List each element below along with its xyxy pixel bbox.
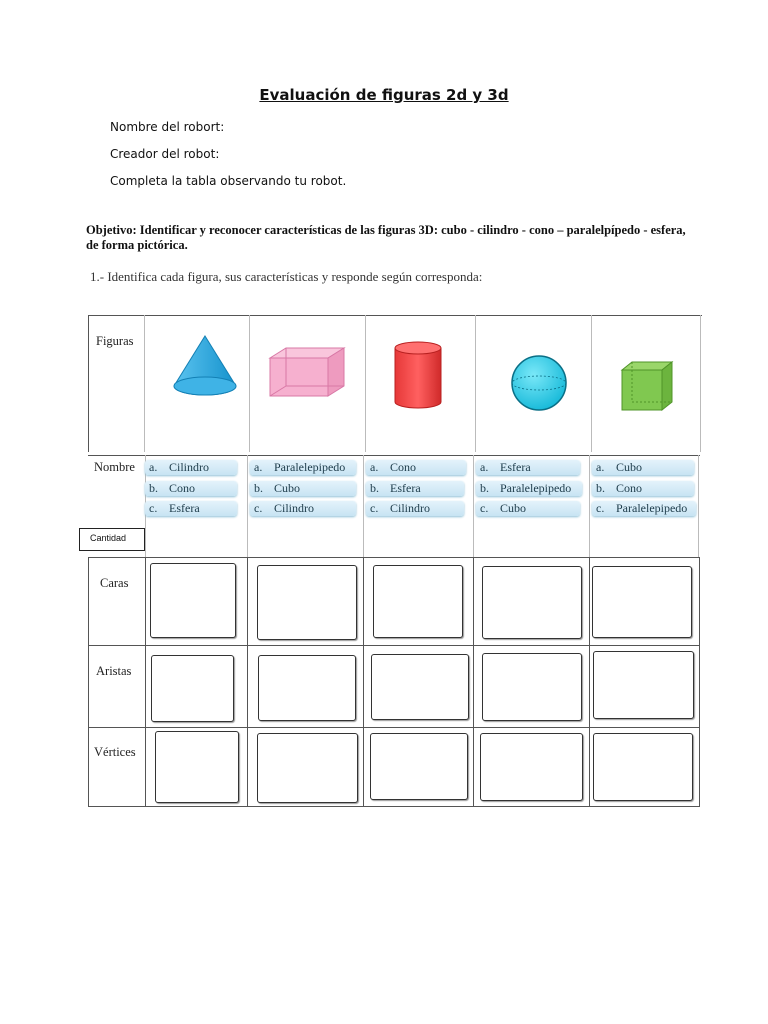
table-bottom-border [88, 806, 700, 807]
option-col4-c[interactable]: c. Cubo [476, 501, 580, 516]
objective-text: Objetivo: Identificar y reconocer características de las figuras 3D: cubo - cilindro - cono – paralelpípedo - esfera, de forma pictórica. [86, 223, 686, 252]
option-col4-a[interactable]: a. Esfera [476, 460, 580, 475]
option-col5-c[interactable]: c. Paralelepipedo [592, 501, 696, 516]
vertices-row-label: Vértices [94, 745, 136, 759]
vertices-answer-box-3[interactable] [370, 733, 468, 800]
col-divider [363, 455, 364, 557]
cylinder-icon [392, 340, 444, 412]
col-divider [473, 455, 474, 557]
faces-row-label: Caras [100, 576, 129, 590]
table-left-border-top [88, 315, 89, 452]
col-divider [365, 315, 366, 452]
col-divider [247, 557, 248, 806]
option-col3-b[interactable]: b. Esfera [366, 481, 464, 496]
table-top-border [88, 315, 702, 316]
option-col1-a[interactable]: a. Cilindro [145, 460, 237, 475]
cube-icon [620, 360, 676, 412]
vertices-answer-box-5[interactable] [593, 733, 693, 801]
faces-answer-box-5[interactable] [592, 566, 692, 638]
option-col5-b[interactable]: b. Cono [592, 481, 694, 496]
option-col1-c[interactable]: c. Esfera [145, 501, 237, 516]
page-title: Evaluación de figuras 2d y 3d [259, 86, 509, 104]
creator-label: Creador del robot: [110, 147, 220, 161]
edges-row-label: Aristas [96, 664, 132, 678]
prism-icon [268, 346, 348, 402]
row-divider [88, 727, 700, 728]
col-divider [473, 557, 474, 806]
col-divider [144, 315, 145, 452]
option-col3-c[interactable]: c. Cilindro [366, 501, 464, 516]
vertices-answer-box-1[interactable] [155, 731, 239, 803]
question-text: 1.- Identifica cada figura, sus características y responde según corresponda: [90, 269, 483, 284]
col-divider [475, 315, 476, 452]
option-col4-b[interactable]: b. Paralelepipedo [476, 481, 582, 496]
table-left-border-bottom [88, 557, 89, 806]
edges-answer-box-3[interactable] [371, 654, 469, 720]
col-divider [589, 455, 590, 557]
edges-answer-box-5[interactable] [593, 651, 694, 719]
col-divider [247, 455, 248, 557]
name-row-label: Nombre [94, 460, 135, 474]
quantity-top-border [88, 557, 700, 558]
col-divider [698, 455, 699, 557]
option-col2-b[interactable]: b. Cubo [250, 481, 356, 496]
option-col2-a[interactable]: a. Paralelepipedo [250, 460, 356, 475]
col-divider [591, 315, 592, 452]
vertices-answer-box-4[interactable] [480, 733, 583, 801]
col-divider [363, 557, 364, 806]
faces-answer-box-2[interactable] [257, 565, 357, 640]
table-right-border-top [700, 315, 701, 452]
vertices-answer-box-2[interactable] [257, 733, 358, 803]
name-row-top-border [88, 455, 700, 456]
faces-answer-box-4[interactable] [482, 566, 582, 639]
sphere-icon [510, 354, 568, 412]
robot-name-label: Nombre del robort: [110, 120, 225, 134]
row-divider [88, 645, 700, 646]
figures-row-label: Figuras [96, 334, 134, 348]
option-col3-a[interactable]: a. Cono [366, 460, 466, 475]
col-divider [589, 557, 590, 806]
faces-answer-box-1[interactable] [150, 563, 236, 638]
option-col5-a[interactable]: a. Cubo [592, 460, 694, 475]
instruction-label: Completa la tabla observando tu robot. [110, 174, 347, 188]
col-divider [249, 315, 250, 452]
option-col1-b[interactable]: b. Cono [145, 481, 237, 496]
edges-answer-box-2[interactable] [258, 655, 356, 721]
option-col2-c[interactable]: c. Cilindro [250, 501, 356, 516]
quantity-label: Cantidad [79, 528, 145, 551]
edges-answer-box-4[interactable] [482, 653, 582, 721]
table-right-border-bottom [699, 557, 700, 806]
cone-icon [170, 334, 240, 404]
faces-answer-box-3[interactable] [373, 565, 463, 638]
col-divider [145, 557, 146, 806]
edges-answer-box-1[interactable] [151, 655, 234, 722]
